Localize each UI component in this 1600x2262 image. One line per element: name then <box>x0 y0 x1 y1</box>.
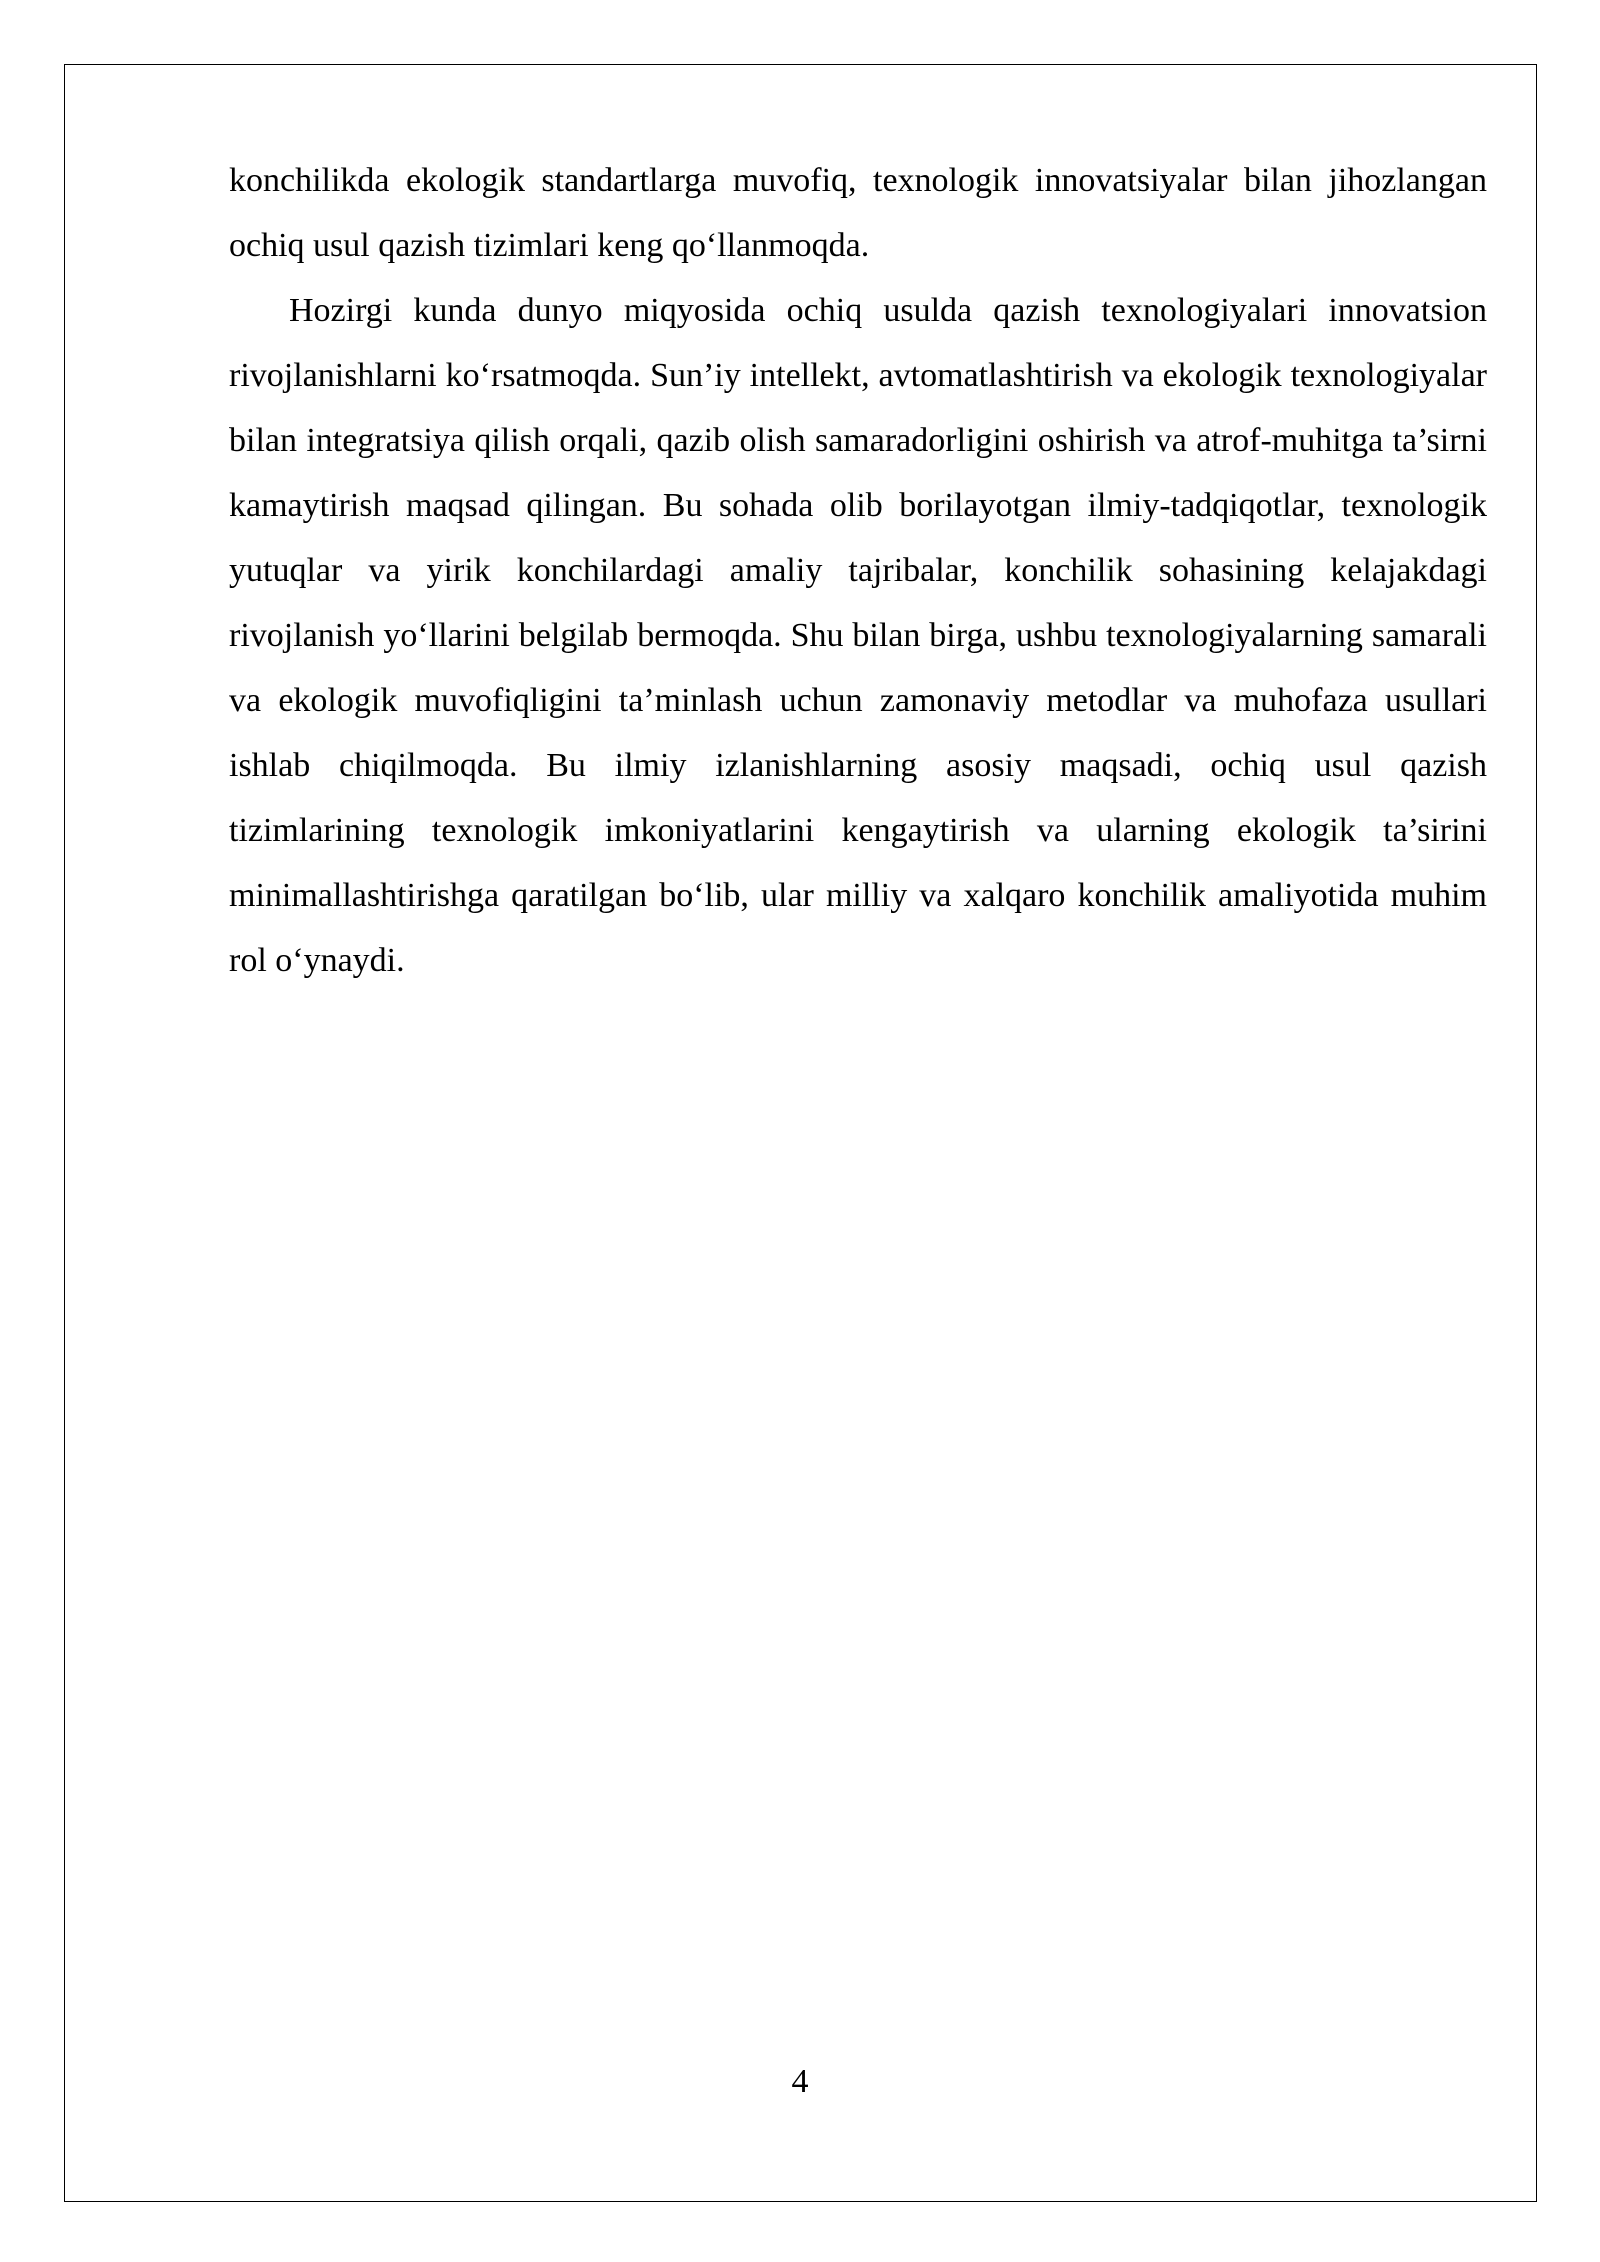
paragraph-main: Hozirgi kunda dunyo miqyosida ochiq usulda qazish texnologiyalari innovatsion rivojlanishlarni ko‘rsatmoqda. Sun’iy intellekt, avtomatlashtirish va ekologik texnologiyalar bilan integratsiya qilish orqali, qazib olish samaradorligini oshirish va atrof-muhitga ta’sirni kamaytirish maqsad qilingan. Bu sohada olib borilayotgan ilmiy-tadqiqotlar, texnologik yutuqlar va yirik konchilardagi amaliy tajribalar, konchilik sohasining kelajakdagi rivojlanish yo‘llarini belgilab bermoqda. Shu bilan birga, ushbu texnologiyalarning samarali va ekologik muvofiqligini ta’minlash uchun zamonaviy metodlar va muhofaza usullari ishlab chiqilmoqda. Bu ilmiy izlanishlarning asosiy maqsadi, ochiq usul qazish tizimlarining texnologik imkoniyatlarini kengaytirish va ularning ekologik ta’sirini minimallashtirishga qaratilgan bo‘lib, ular milliy va xalqaro konchilik amaliyotida muhim rol o‘ynaydi. <box>229 292 1487 979</box>
document-body <box>229 148 1487 993</box>
page-number: 4 <box>791 2063 809 2100</box>
paragraph-continuation: konchilikda ekologik standartlarga muvofiq, texnologik innovatsiyalar bilan jihozlangan ochiq usul qazish tizimlari keng qo‘llanmoqda. <box>229 162 1487 264</box>
